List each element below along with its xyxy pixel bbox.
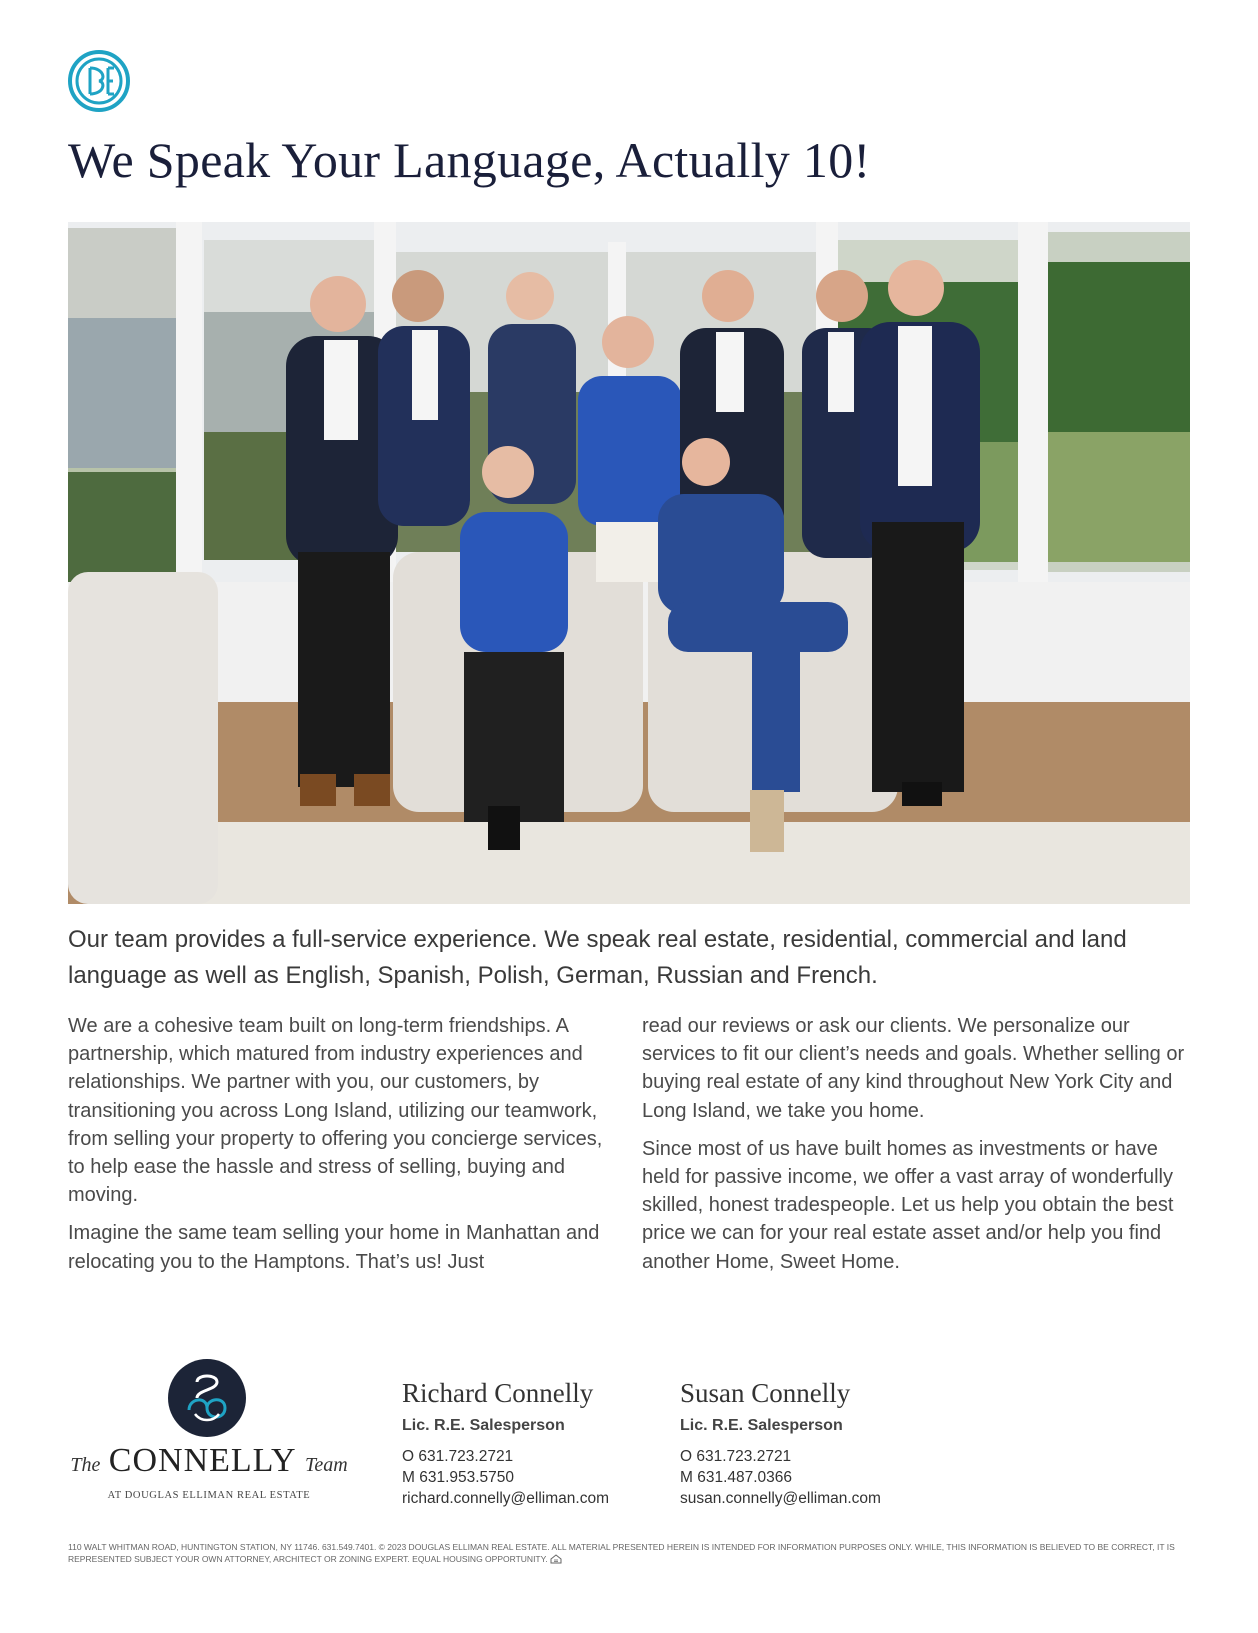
de-monogram-icon (68, 50, 130, 112)
office-phone[interactable]: O 631.723.2721 (402, 1448, 514, 1465)
person-7 (860, 260, 980, 806)
window-left (68, 228, 178, 588)
team-photo (68, 222, 1190, 904)
body-paragraph: Since most of us have built homes as investments or have held for passive income, we offer a vast array of wonderfully skilled, honest tradespeople. Let us help you obtain the best price we can for your real estate asset and/or help you find another Home, Sweet Home. (642, 1137, 1174, 1273)
equal-housing-icon (550, 1554, 562, 1564)
mobile-phone[interactable]: M 631.953.5750 (402, 1469, 515, 1486)
agent-card-susan (680, 1376, 950, 1509)
page-headline: We Speak Your Language, Actually 10! (68, 132, 871, 188)
body-column-left (68, 1012, 620, 1286)
disclaimer-text: 110 WALT WHITMAN ROAD, HUNTINGTON STATION, NY 11746. 631.549.7401. © 2023 DOUGLAS ELLIMAN REAL ESTATE. ALL MATERIAL PRESENTED HEREIN IS INTENDED FOR INFORMATION PURPOSES ONLY. WHILE, THIS INFORMATION IS BELIEVED TO BE CORRECT, IT IS REPRESENTED SUBJECT YOUR OWN ATTORNEY, ARCHITECT OR ZONING EXPERT. EQUAL HOUSING OPPORTUNITY. (68, 1542, 1175, 1564)
agent-title: Lic. R.E. Salesperson (680, 1417, 843, 1434)
email-link[interactable]: richard.connelly@elliman.com (402, 1490, 609, 1507)
legal-disclaimer (68, 1541, 1198, 1565)
agent-title: Lic. R.E. Salesperson (402, 1417, 565, 1434)
office-phone[interactable]: O 631.723.2721 (680, 1448, 792, 1465)
connelly-team-logo (64, 1358, 354, 1508)
agent-name: Richard Connelly (402, 1378, 594, 1408)
brand-team: Team (305, 1454, 348, 1476)
body-paragraph: Imagine the same team selling your home in Manhattan and relocating you to the Hamptons. That’s us! Just (68, 1222, 600, 1273)
agent-name: Susan Connelly (680, 1378, 851, 1408)
body-paragraph: We are a cohesive team built on long-term friendships. A partnership, which matured from industry experiences and relationships. We partner with you, our customers, by transitioning you across Long Island, utilizing our teamwork, from selling your property to offering you concierge services, to help ease the hassle and stress of selling, buying and moving. (68, 1015, 603, 1207)
agent-card-richard (402, 1376, 672, 1509)
window-far-right (1048, 232, 1190, 572)
body-paragraph: read our reviews or ask our clients. We personalize our services to fit our client’s needs and goals. Whether selling or buying real estate of any kind throughout New York City and Long Island, we take you home. (642, 1015, 1185, 1122)
mobile-phone[interactable]: M 631.487.0366 (680, 1469, 793, 1486)
body-column-right (642, 1012, 1194, 1286)
connelly-monogram-icon (167, 1358, 247, 1438)
brand-the: The (70, 1454, 101, 1476)
brand-subtitle: AT DOUGLAS ELLIMAN REAL ESTATE (107, 1490, 311, 1501)
email-link[interactable]: susan.connelly@elliman.com (680, 1490, 881, 1507)
brand-name: CONNELLY (108, 1442, 297, 1479)
intro-paragraph: Our team provides a full-service experience. We speak real estate, residential, commercial and land language as well as English, Spanish, Polish, German, Russian and French. (68, 926, 1127, 989)
